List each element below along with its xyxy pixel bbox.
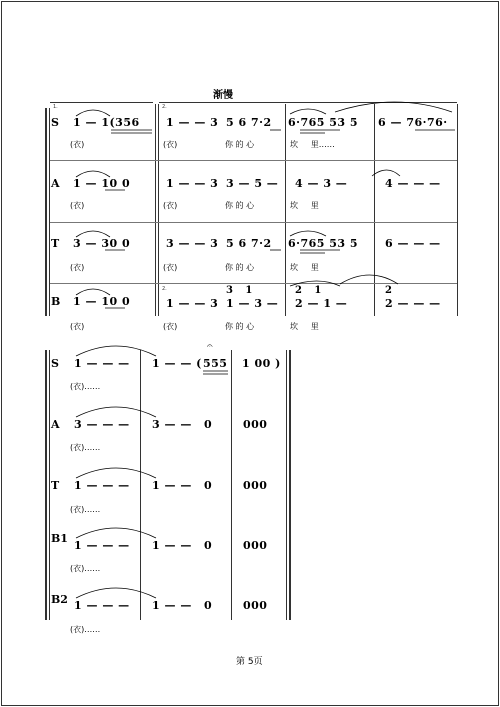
notes: 6·765 53 5 [288,116,359,129]
notes: 000 [243,539,268,552]
lyric: (衣)…… [70,505,101,514]
lyric: (衣)…… [70,564,101,573]
notes: 3 — 5 — [226,177,279,190]
notes: 555 [203,357,228,370]
lyric: (衣) [70,201,85,210]
lyric: (衣)…… [70,443,101,452]
voice-label: B1 [51,532,68,545]
slur [290,109,326,114]
fermata-icon: 𝄐 [207,341,213,352]
notes: 2 — — — [385,297,441,310]
lyric: (衣)…… [70,382,101,391]
voice-label: T [51,237,60,250]
slur [290,281,340,286]
notes: 1 — 1(356 [73,116,140,129]
notes: 1 00 ) [242,357,281,370]
slur [76,110,110,116]
tie [76,407,156,417]
notes: 3 — — — [74,418,130,431]
notes: 0 [204,539,213,552]
slur [76,231,110,237]
tie [76,588,156,598]
voice-label: S [51,357,59,370]
lyric: (衣) [163,201,178,210]
notes: 1 — — 3 [166,116,219,129]
notes: 000 [243,599,268,612]
notes: 3 — — 3 [166,237,219,250]
notes: 1 — — [152,539,192,552]
slur [76,171,110,177]
lyric: (衣) [163,140,178,149]
notes: 1 — — [152,599,192,612]
slur [335,102,452,112]
notes: 000 [243,418,268,431]
lyric: 你 的 心 [225,263,255,272]
lyric: (衣) [70,263,85,272]
notes: 4 — — — [385,177,441,190]
notes: 1 — — 3 [166,297,219,310]
tie [76,346,156,356]
lyric: (衣) [70,140,85,149]
notes: 5 6 7·2 [226,237,272,250]
notes: 1 — — — [74,357,130,370]
lyric: (衣) [163,322,178,331]
notes-upper: 2 [385,285,393,296]
lyric: (衣)…… [70,625,101,634]
voice-label: B2 [51,593,68,606]
slur [340,275,398,284]
notes: 0 [204,599,213,612]
lyric: 坎 里 [290,263,319,272]
notes: 5 6 7·2 [226,116,272,129]
lyric: 你 的 心 [225,201,255,210]
notes: 1 — — — [74,599,130,612]
notes-upper: 2 1 [295,285,322,296]
slur [290,231,326,236]
notes: 3 — — [152,418,192,431]
notes: 1 — 10 0 [73,295,131,308]
lyric: 坎 里 [290,322,319,331]
notes: 0 [204,479,213,492]
notes: 6 — — — [385,237,441,250]
notes: 2 — 1 — [295,297,348,310]
voice-label: B [51,295,61,308]
notes: 1 — — — [74,479,130,492]
lyric: 坎 里…… [290,140,335,149]
notes: 000 [243,479,268,492]
lyric: 坎 里 [290,201,319,210]
notes: 1 — 10 0 [73,177,131,190]
tie [76,528,156,538]
tie [76,468,156,478]
notes: 6·765 53 5 [288,237,359,250]
voice-label: A [51,418,60,431]
lyric: (衣) [163,263,178,272]
page-number: 第 5页 [236,657,263,667]
notes: 6 — 76·76· [378,116,448,129]
slur [76,289,110,295]
notes: 1 — — [152,479,192,492]
lyric: (衣) [70,322,85,331]
notes: 1 — 3 — [226,297,279,310]
slur [372,170,400,176]
notes: 3 — 30 0 [73,237,131,250]
notes: 1 — — — [74,539,130,552]
voice-label: A [51,177,60,190]
lyric: 你 的 心 [225,322,255,331]
voice-label: S [51,116,59,129]
notes: 1 — — 3 [166,177,219,190]
notes-upper: 3 1 [226,285,253,296]
notes: 0 [204,418,213,431]
tempo-mark: 渐慢 [213,90,233,101]
notes: 1 — — ( [152,357,202,370]
lyric: 你 的 心 [225,140,255,149]
notes: 4 — 3 — [295,177,348,190]
voice-label: T [51,479,60,492]
